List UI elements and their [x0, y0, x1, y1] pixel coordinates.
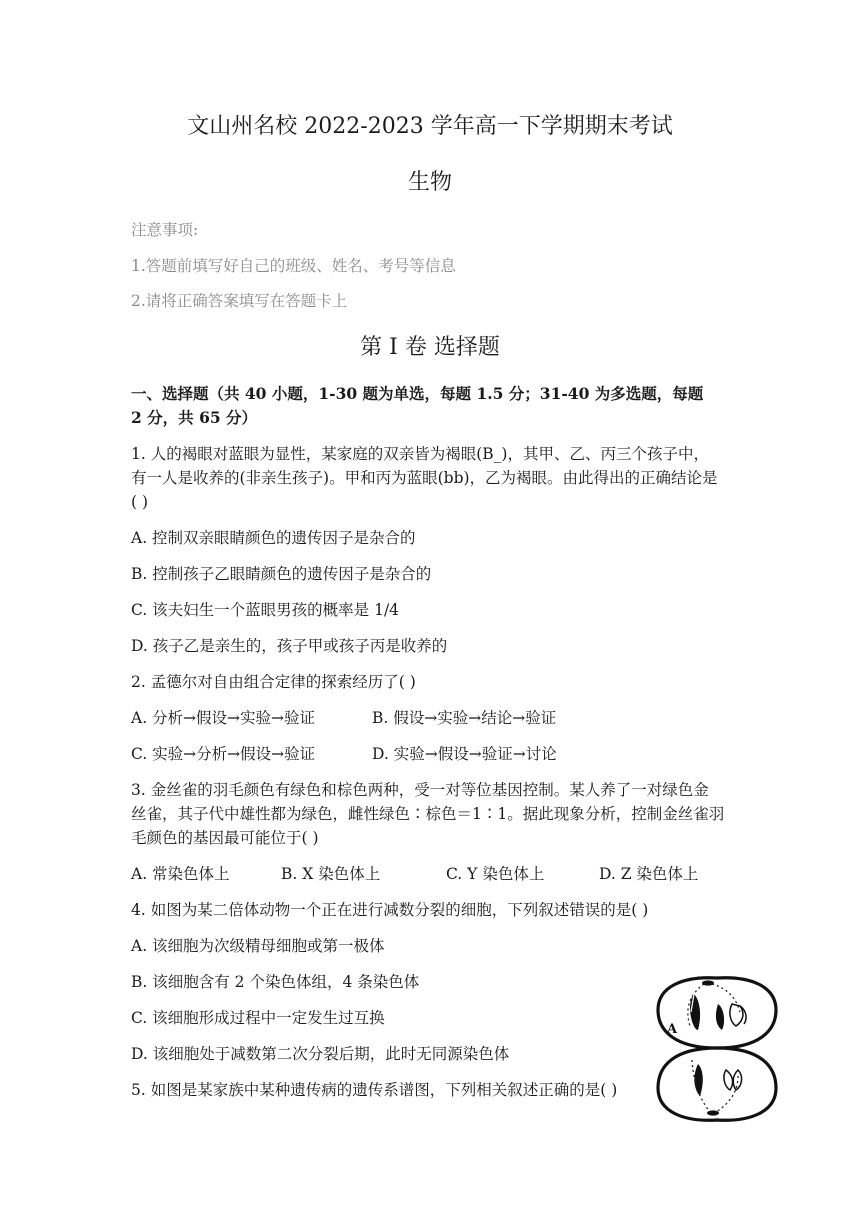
section-title: 第 I 卷 选择题 — [360, 335, 500, 360]
question-3-option-c: C. Y 染色体上 — [446, 865, 545, 883]
centriole — [702, 980, 714, 985]
question-4-option-a: A. 该细胞为次级精母细胞或第一极体 — [131, 937, 385, 955]
chromosome — [716, 1004, 724, 1030]
question-3-stem: 3. 金丝雀的羽毛颜色有绿色和棕色两种，受一对等位基因控制。某人养了一对绿色金 — [131, 781, 709, 799]
question-3-option-b: B. X 染色体上 — [281, 865, 381, 883]
question-2-stem: 2. 孟德尔对自由组合定律的探索经历了( ) — [131, 673, 416, 691]
question-3-option-d: D. Z 染色体上 — [599, 865, 699, 883]
question-1-option-d: D. 孩子乙是亲生的，孩子甲或孩子丙是收养的 — [131, 637, 448, 655]
chromosome — [733, 1070, 741, 1090]
gene-label: A — [667, 1022, 678, 1037]
question-4-stem: 4. 如图为某二倍体动物一个正在进行减数分裂的细胞，下列叙述错误的是( ) — [131, 901, 649, 919]
question-1-stem: ( ) — [131, 493, 149, 511]
notice-heading: 注意事项: — [131, 221, 199, 239]
question-3-option-a: A. 常染色体上 — [131, 865, 230, 883]
question-1-option-b: B. 控制孩子乙眼睛颜色的遗传因子是杂合的 — [131, 565, 432, 583]
question-2-option-a: A. 分析→假设→实验→验证 — [131, 709, 316, 727]
centriole — [707, 1110, 719, 1115]
notice-item: 1.答题前填写好自己的班级、姓名、考号等信息 — [131, 257, 456, 275]
question-4-option-d: D. 该细胞处于减数第二次分裂后期，此时无同源染色体 — [131, 1045, 510, 1063]
spindle-fiber — [712, 984, 740, 1012]
notice-item: 2.请将正确答案填写在答题卡上 — [131, 292, 348, 310]
question-4-option-c: C. 该细胞形成过程中一定发生过互换 — [131, 1009, 385, 1027]
question-3-stem: 丝雀，其子代中雄性都为绿色，雌性绿色∶棕色＝1∶1。据此现象分析，控制金丝雀羽 — [131, 805, 725, 823]
question-2-option-d: D. 实验→假设→验证→讨论 — [372, 745, 557, 763]
subject-title: 生物 — [407, 170, 452, 195]
chromosome — [724, 1070, 733, 1090]
question-1-stem: 有一人是收养的(非亲生孩子)。甲和丙为蓝眼(bb)，乙为褐眼。由此得出的正确结论是 — [131, 469, 718, 487]
question-1-option-a: A. 控制双亲眼睛颜色的遗传因子是杂合的 — [131, 529, 416, 547]
question-1-stem: 1. 人的褐眼对蓝眼为显性，某家庭的双亲皆为褐眼(B_)，其甲、乙、丙三个孩子中， — [131, 445, 709, 463]
question-4-option-b: B. 该细胞含有 2 个染色体组，4 条染色体 — [131, 973, 420, 991]
question-3-stem: 毛颜色的基因最可能位于( ) — [131, 829, 319, 847]
exam-title: 文山州名校 2022-2023 学年高一下学期期末考试 — [187, 114, 673, 139]
chromosome — [694, 1064, 702, 1096]
lower-cell-outline — [658, 1048, 776, 1120]
question-1-option-c: C. 该夫妇生一个蓝眼男孩的概率是 1/4 — [131, 601, 400, 619]
section-instruction: 一、选择题（共 40 小题，1-30 题为单选，每题 1.5 分；31-40 为多选题，每题 — [131, 384, 704, 403]
question-5-stem: 5. 如图是某家族中某种遗传病的遗传系谱图，下列相关叙述正确的是( ) — [131, 1081, 618, 1099]
spindle-fiber — [716, 1076, 738, 1112]
section-instruction: 2 分，共 65 分） — [131, 408, 258, 427]
cell-division-figure — [654, 972, 780, 1124]
question-2-option-c: C. 实验→分析→假设→验证 — [131, 745, 316, 763]
question-2-option-b: B. 假设→实验→结论→验证 — [372, 709, 557, 727]
